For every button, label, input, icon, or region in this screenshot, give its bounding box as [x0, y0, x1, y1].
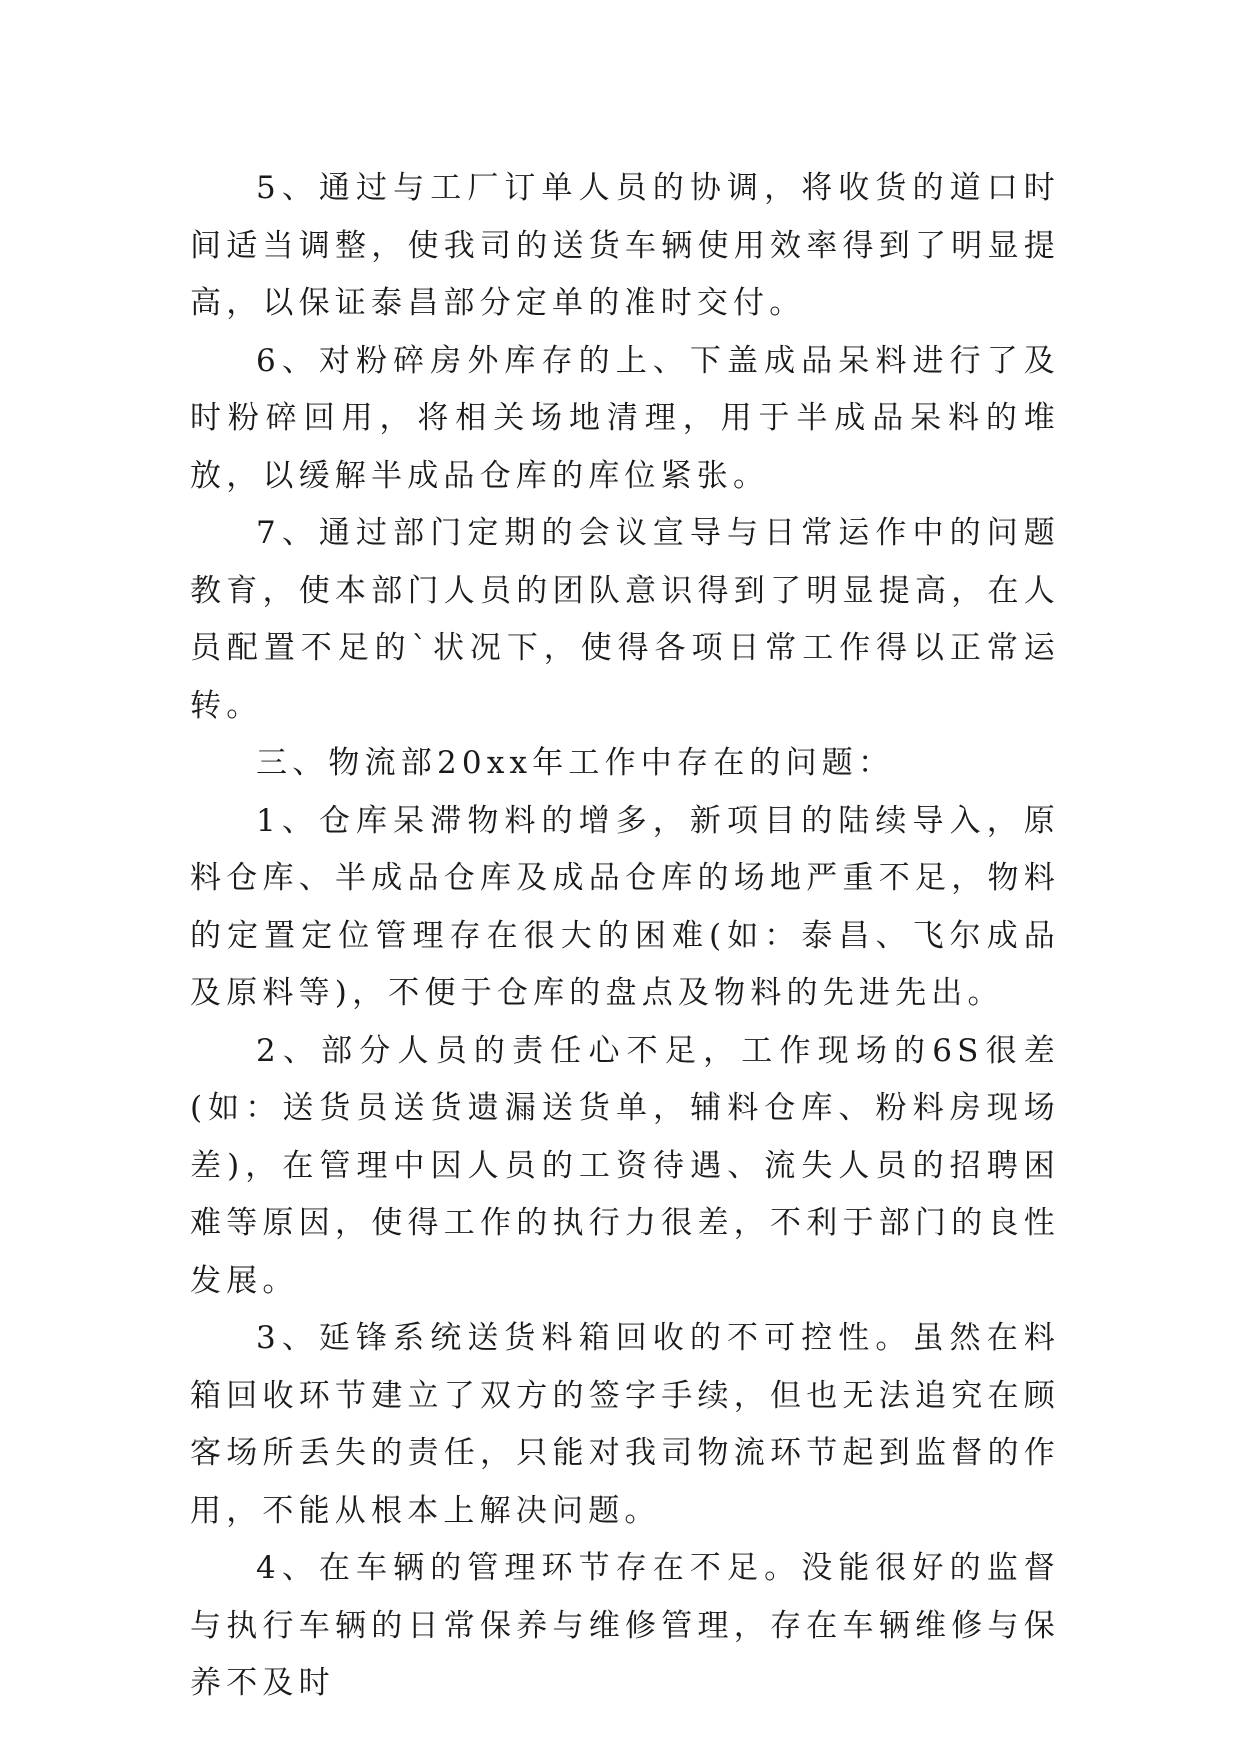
paragraph-problem-3: 3、延锋系统送货料箱回收的不可控性。虽然在料箱回收环节建立了双方的签字手续，但也无法追究在顾客场所丢失的责任，只能对我司物流环节起到监督的作用，不能从根本上解决问题。: [190, 1320, 1060, 1529]
paragraph-problem-2: 2、部分人员的责任心不足，工作现场的6S很差(如：送货员送货遗漏送货单，辅料仓库、粉料房现场差)，在管理中因人员的工资待遇、流失人员的招聘困难等原因，使得工作的执行力很差，不利于部门的良性发展。: [190, 1032, 1060, 1299]
document-body: [190, 160, 1060, 1713]
paragraph-problem-4: 4、在车辆的管理环节存在不足。没能很好的监督与执行车辆的日常保养与维修管理，存在车辆维修与保养不及时: [190, 1550, 1060, 1701]
section-heading-problems: 三、物流部20xx年工作中存在的问题：: [256, 745, 895, 781]
paragraph-item-6: 6、对粉碎房外库存的上、下盖成品呆料进行了及时粉碎回用，将相关场地清理，用于半成品呆料的堆放，以缓解半成品仓库的库位紧张。: [190, 342, 1060, 494]
paragraph-problem-1: 1、仓库呆滞物料的增多，新项目的陆续导入，原料仓库、半成品仓库及成品仓库的场地严重不足，物料的定置定位管理存在很大的困难(如：泰昌、飞尔成品及原料等)，不便于仓库的盘点及物料的先进先出。: [190, 802, 1060, 1011]
paragraph-item-5: 5、通过与工厂订单人员的协调，将收货的道口时间适当调整，使我司的送货车辆使用效率得到了明显提高，以保证泰昌部分定单的准时交付。: [190, 170, 1060, 321]
paragraph-item-7: 7、通过部门定期的会议宣导与日常运作中的问题教育，使本部门人员的团队意识得到了明显提高，在人员配置不足的`状况下，使得各项日常工作得以正常运转。: [190, 515, 1060, 724]
